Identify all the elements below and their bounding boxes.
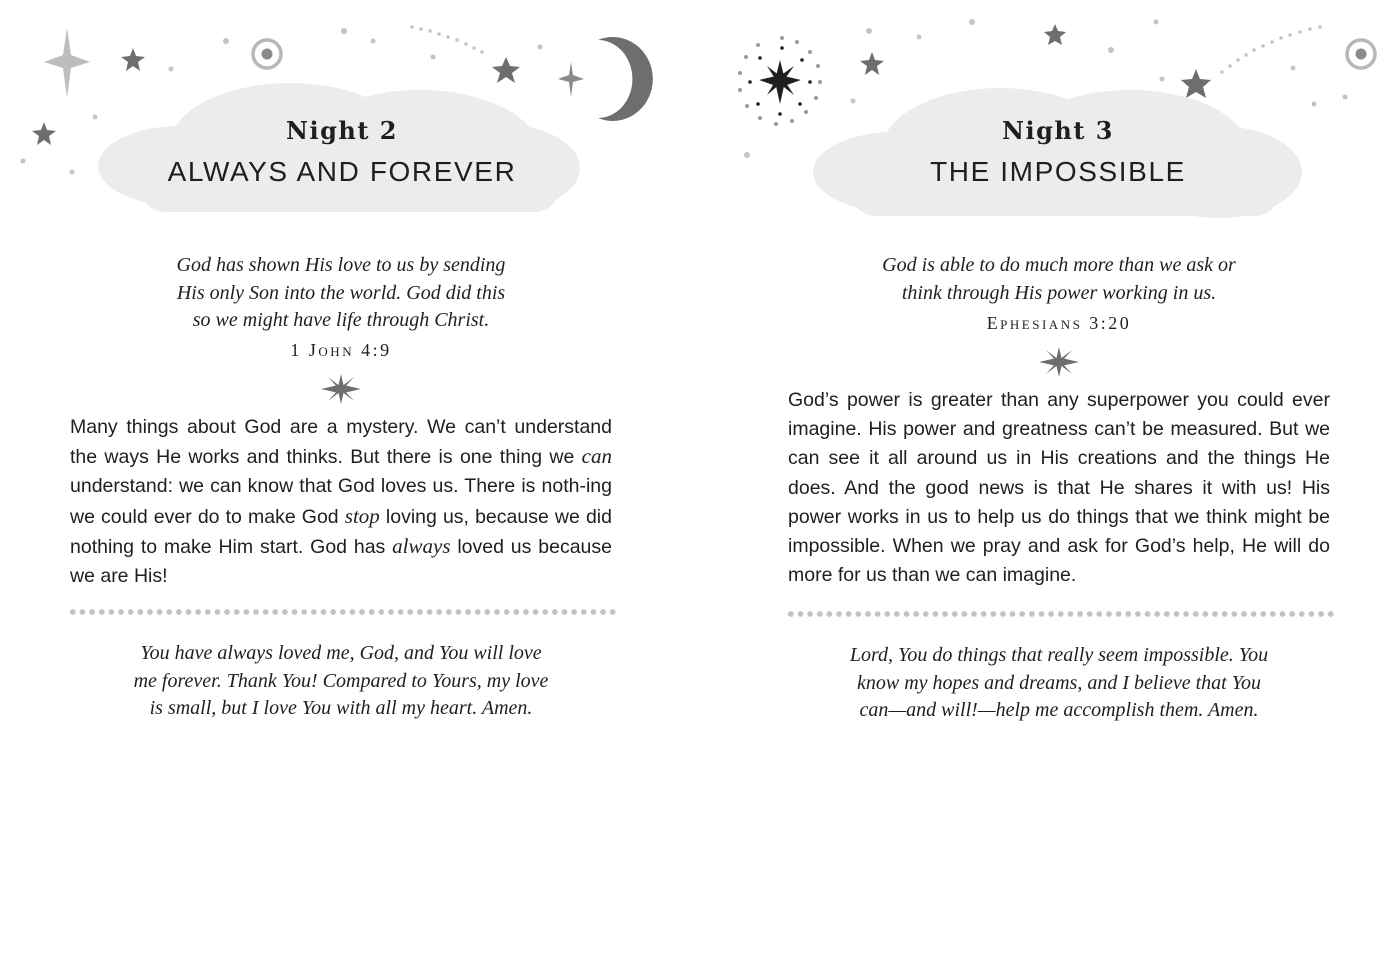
verse-line: God is able to do much more than we ask or xyxy=(882,254,1236,276)
dotted-divider xyxy=(786,610,1334,618)
prayer-line: is small, but I love You with all my heart. Amen. xyxy=(149,697,533,719)
emphasis-text: always xyxy=(392,533,451,558)
prayer-line: Lord, You do things that really seem impossible. You xyxy=(849,644,1269,666)
devotional-body: Many things about God are a mystery. We can’t understand the ways He works and thinks. But there is one thing we can understand: we can know that God loves us. There is noth-ing we could ever do to make God stop loving us, because we did nothing to make Him start. God has always loved us because we are His! xyxy=(70,416,612,588)
verse-line: God has shown His love to us by sending xyxy=(176,254,506,276)
prayer-text xyxy=(80,640,602,723)
page-title: ALWAYS AND FOREVER xyxy=(167,156,517,187)
prayer-text xyxy=(798,642,1320,725)
verse-line: so we might have life through Christ. xyxy=(192,309,490,331)
prayer-line: You have always loved me, God, and You will love xyxy=(140,642,542,664)
scripture-verse xyxy=(798,252,1320,307)
verse-line: His only Son into the world. God did this xyxy=(176,281,506,304)
divider-star-icon xyxy=(1035,345,1083,379)
night-label: Night 2 xyxy=(286,116,398,145)
page-title: THE IMPOSSIBLE xyxy=(930,156,1186,187)
devotional-body: God’s power is greater than any superpower you could ever imagine. His power and greatness can’t be measured. But we can see it all around us in His creations and the things He does. And the good news is that He shares it with us! His power works in us to help us do things that we think might be impossible. When we pray and ask for God’s help, He will do more for us than we can imagine. xyxy=(788,389,1330,587)
right-page xyxy=(700,0,1400,980)
prayer-line: know my hopes and dreams, and I believe that You xyxy=(856,671,1262,694)
emphasis-text: can xyxy=(581,444,612,469)
prayer-line: can—and will!—help me accomplish them. Amen. xyxy=(859,699,1259,721)
verse-reference: 1 John 4:9 xyxy=(290,340,392,360)
emphasis-text: stop xyxy=(344,503,380,528)
night-label: Night 3 xyxy=(1002,116,1114,145)
divider-star-icon xyxy=(317,372,365,406)
prayer-line: me forever. Thank You! Compared to Yours, my love xyxy=(133,669,549,692)
dotted-divider xyxy=(68,608,616,616)
verse-line: think through His power working in us. xyxy=(901,281,1217,304)
verse-reference: Ephesians 3:20 xyxy=(986,313,1132,333)
scripture-verse xyxy=(80,252,602,335)
